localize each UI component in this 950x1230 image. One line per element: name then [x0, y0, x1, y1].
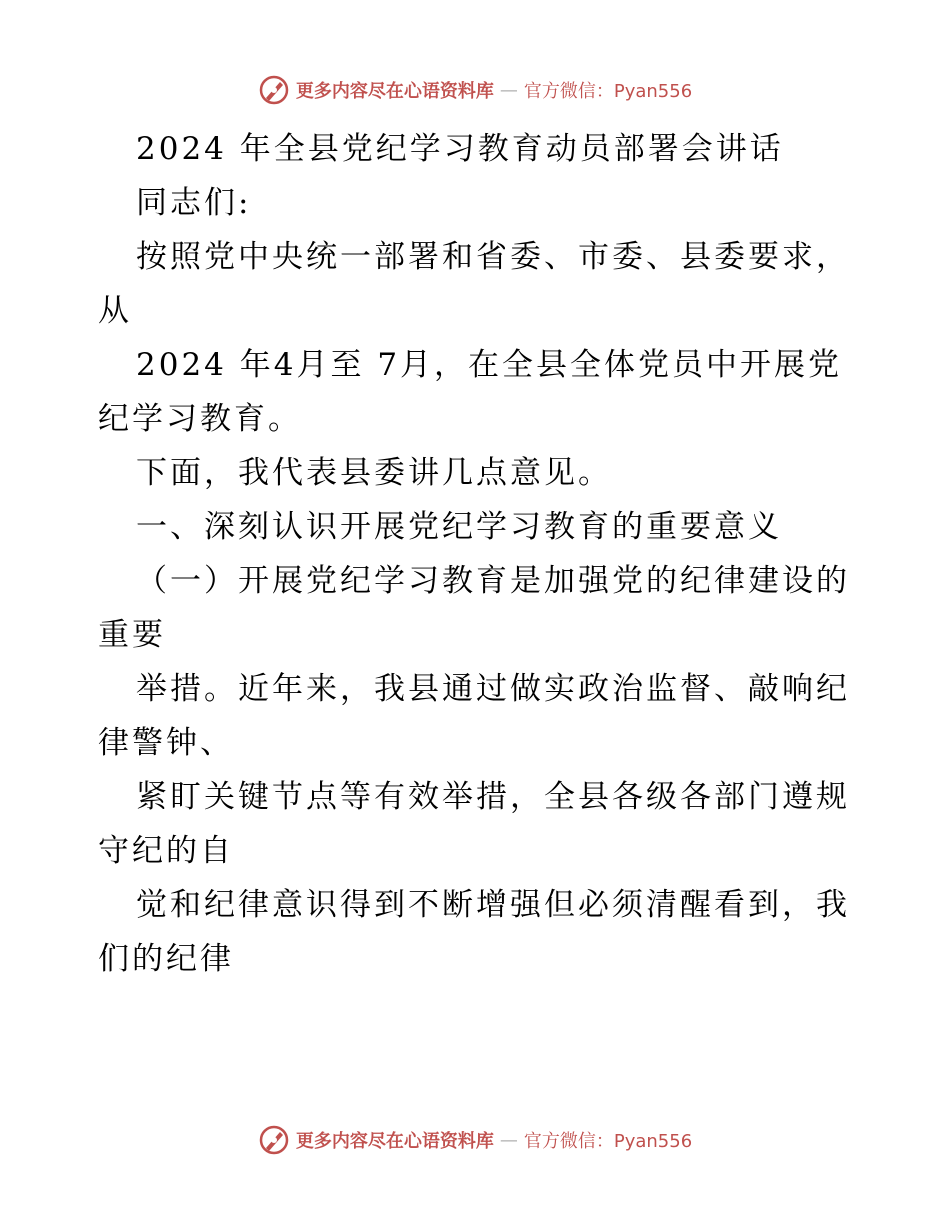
footer-watermark: [258, 1124, 692, 1156]
section-heading: 一、深刻认识开展党纪学习教育的重要意义: [136, 509, 782, 545]
document-body: [98, 122, 858, 986]
text-line: 守纪的自: [98, 833, 234, 869]
watermark-dash: —: [499, 79, 518, 101]
subsection-heading: （一）开展党纪学习教育是加强党的纪律建设的: [136, 563, 850, 599]
text-line: 们的纪律: [98, 941, 234, 977]
page-footer: [0, 1120, 950, 1160]
document-title: 2024 年全县党纪学习教育动员部署会讲话: [136, 131, 784, 167]
text-line: 按照党中央统一部署和省委、市委、县委要求，: [136, 239, 850, 275]
watermark-text: 更多内容尽在心语资料库: [295, 81, 494, 102]
watermark-wechat: 官方微信：Pyan556: [523, 1131, 693, 1152]
text-line: 同志们:: [136, 185, 252, 221]
page-header: [0, 70, 950, 110]
text-line: 下面，我代表县委讲几点意见。: [136, 455, 612, 491]
brand-logo-icon: [258, 74, 290, 106]
watermark-wechat: 官方微信：Pyan556: [523, 81, 693, 102]
text-line: 从: [98, 293, 132, 329]
watermark-dash: —: [499, 1129, 518, 1151]
text-line: 律警钟、: [98, 725, 234, 761]
header-watermark: [258, 74, 692, 106]
text-line: 觉和纪律意识得到不断增强但必须清醒看到，我: [136, 887, 850, 923]
text-line: 紧盯关键节点等有效举措，全县各级各部门遵规: [136, 779, 850, 815]
text-line: 举措。近年来，我县通过做实政治监督、敲响纪: [136, 671, 850, 707]
text-line: 重要: [98, 617, 166, 653]
text-line: 2024 年4月至 7月，在全县全体党员中开展党: [136, 347, 843, 383]
watermark-text: 更多内容尽在心语资料库: [295, 1131, 494, 1152]
text-line: 纪学习教育。: [98, 401, 302, 437]
brand-logo-icon: [258, 1124, 290, 1156]
